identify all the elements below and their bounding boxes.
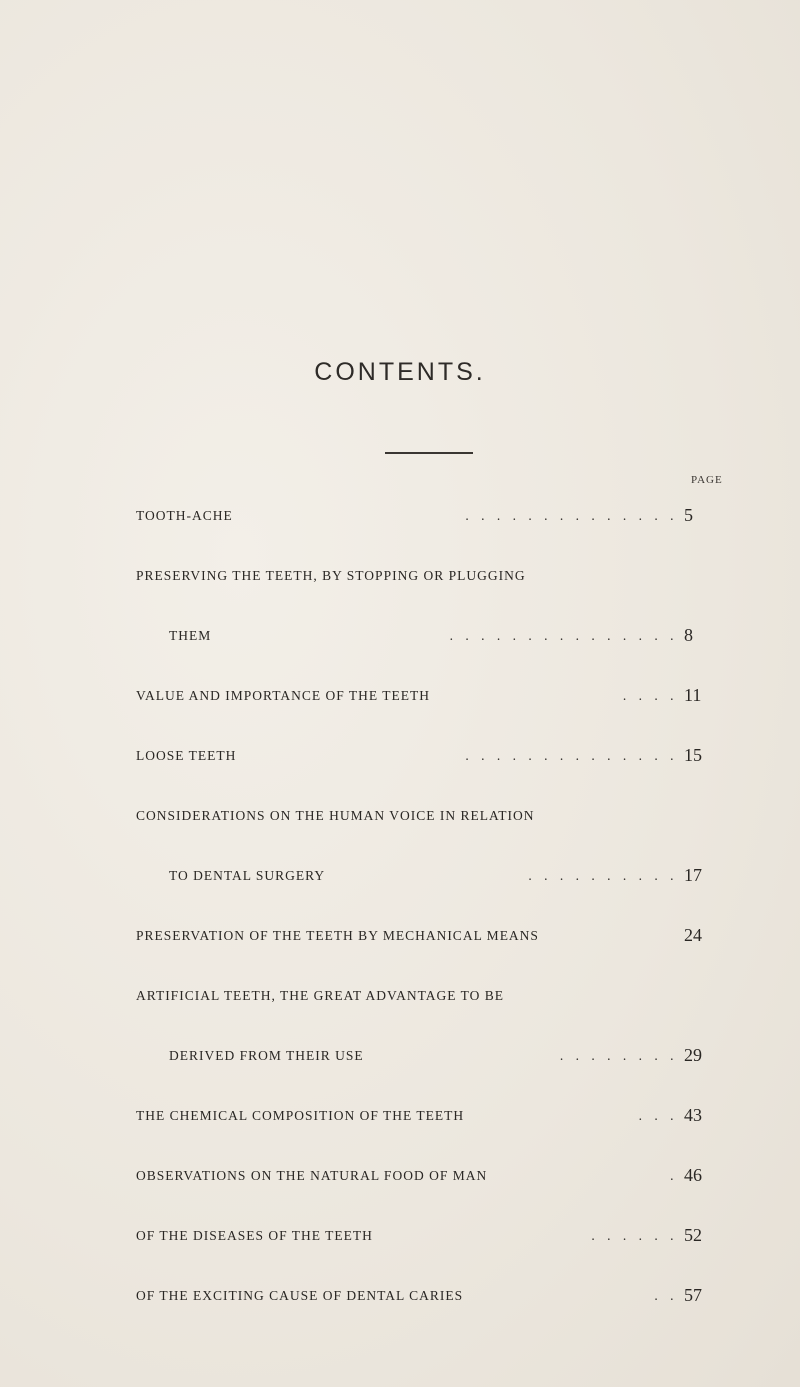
toc-entry-artificial-cont <box>169 1045 708 1078</box>
toc-entry-leader: . . . . . . . . . . . . . . <box>465 748 678 763</box>
toc-entry-leader: . . . <box>638 1108 678 1123</box>
toc-entry-natural-food <box>136 1165 708 1198</box>
toc-entry-considerations-cont <box>169 865 708 898</box>
toc-entry-text: OF THE DISEASES OF THE TEETH <box>136 1228 373 1243</box>
toc-entry-diseases <box>136 1225 708 1258</box>
page-title: CONTENTS. <box>314 358 486 386</box>
toc-entry-page: 8 <box>684 625 693 645</box>
toc-entry-page: 17 <box>684 865 702 885</box>
toc-entry-leader: . . . . . . <box>591 1228 678 1243</box>
toc-entry-page: 11 <box>684 685 702 705</box>
toc-entry-caries <box>136 1285 708 1318</box>
toc-entry-page: 15 <box>684 745 702 765</box>
toc-entry-leader: . <box>670 1168 678 1183</box>
toc-entry-preserving-cont <box>169 625 708 658</box>
toc-entry-text: VALUE AND IMPORTANCE OF THE TEETH <box>136 688 430 703</box>
toc-entry-tooth-ache <box>136 505 708 538</box>
toc-entry-artificial <box>136 988 708 1018</box>
toc-entry-leader: . . <box>654 1288 678 1303</box>
toc-entry-value <box>136 685 708 718</box>
toc-entry-text: PRESERVING THE TEETH, BY STOPPING OR PLUGGING <box>136 568 526 583</box>
toc-entry-page: 57 <box>684 1285 702 1305</box>
page-column-label: PAGE <box>691 474 723 486</box>
title-divider <box>385 452 473 454</box>
toc-entry-text: TOOTH-ACHE <box>136 508 233 523</box>
toc-entry-leader: . . . . . . . . . . . . . . <box>465 508 678 523</box>
toc-entry-considerations <box>136 808 708 838</box>
toc-entry-text: DERIVED FROM THEIR USE <box>169 1048 364 1063</box>
toc-entry-chemical <box>136 1105 708 1138</box>
toc-entry-page: 5 <box>684 505 693 525</box>
toc-entry-text: TO DENTAL SURGERY <box>169 868 326 883</box>
toc-entry-text: THEM <box>169 628 212 643</box>
toc-entry-text: CONSIDERATIONS ON THE HUMAN VOICE IN RELATION <box>136 808 535 823</box>
toc-entry-page: 24 <box>684 925 702 945</box>
toc-entry-leader: . . . . . . . . . . <box>528 868 678 883</box>
toc-entry-loose-teeth <box>136 745 708 778</box>
toc-entry-text: OF THE EXCITING CAUSE OF DENTAL CARIES <box>136 1288 464 1303</box>
toc-entry-leader: . . . . . . . . <box>559 1048 678 1063</box>
toc-entry-page: 52 <box>684 1225 702 1245</box>
toc-entry-leader: . . . . . . . . . . . . . . . <box>449 628 678 643</box>
toc-entry-leader: . . . . <box>622 688 678 703</box>
toc-entry-text: ARTIFICIAL TEETH, THE GREAT ADVANTAGE TO BE <box>136 988 504 1003</box>
toc-entry-preserving <box>136 568 708 598</box>
toc-entry-mechanical <box>136 925 708 958</box>
toc-entry-page: 43 <box>684 1105 702 1125</box>
toc-entry-text: THE CHEMICAL COMPOSITION OF THE TEETH <box>136 1108 465 1123</box>
toc-entry-text: LOOSE TEETH <box>136 748 237 763</box>
toc-entry-page: 29 <box>684 1045 702 1065</box>
toc-entry-page: 46 <box>684 1165 702 1185</box>
toc-entry-text: OBSERVATIONS ON THE NATURAL FOOD OF MAN <box>136 1168 488 1183</box>
toc-entry-text: PRESERVATION OF THE TEETH BY MECHANICAL MEANS <box>136 928 539 943</box>
